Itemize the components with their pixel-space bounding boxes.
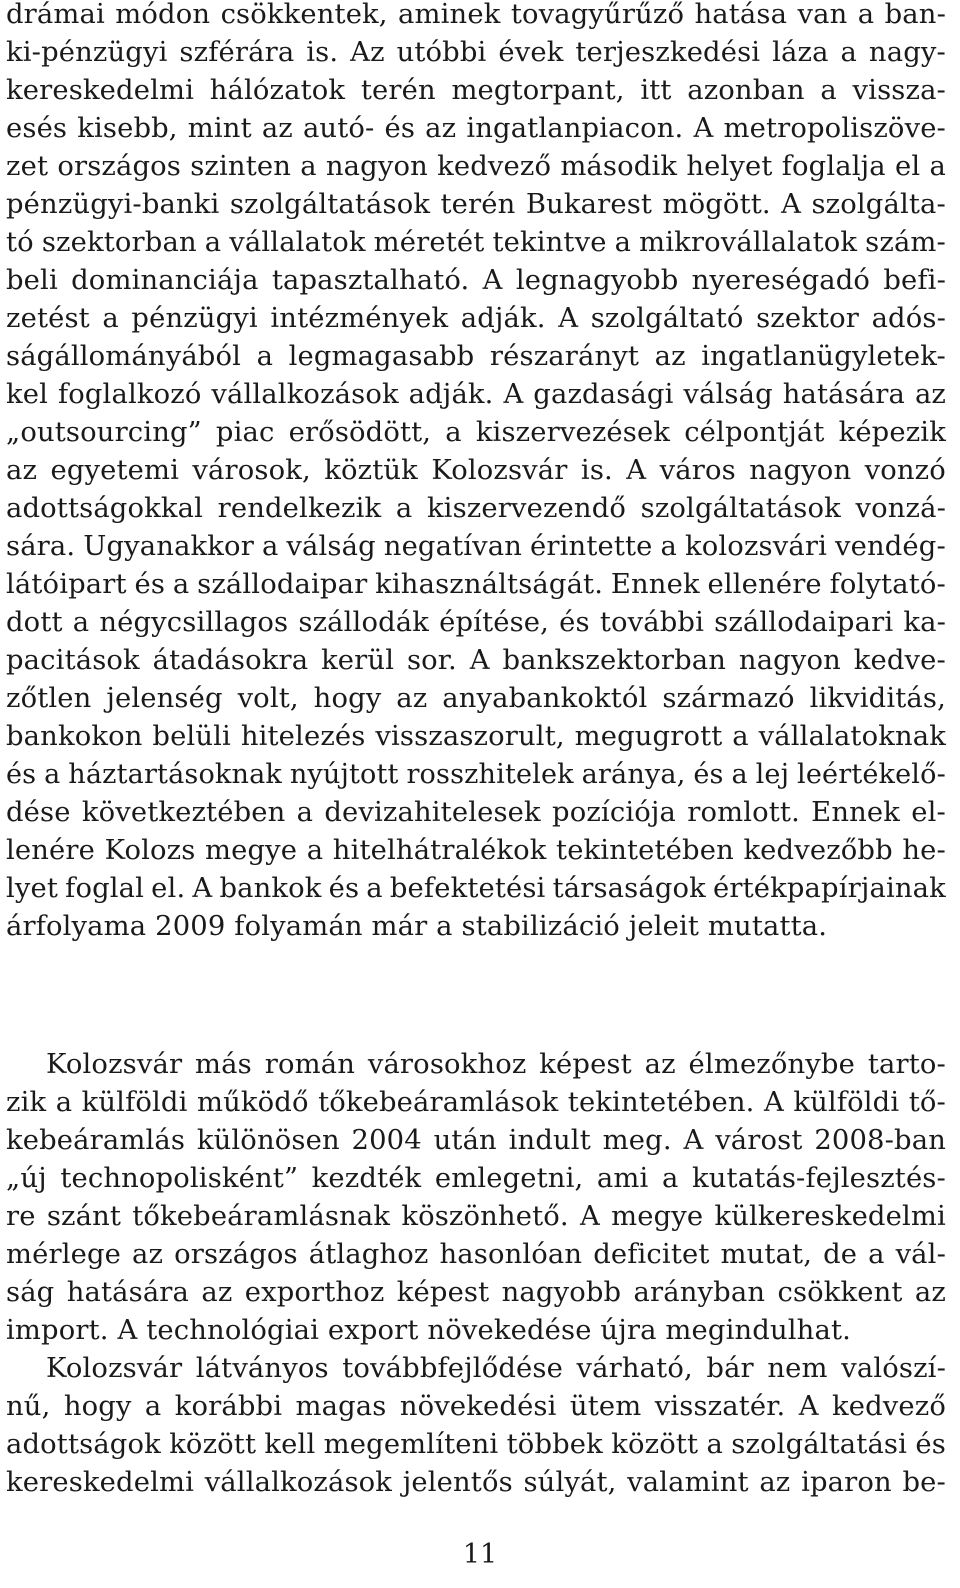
- paragraph-2-line-3: kebeáramlás különösen 2004 után indult meg. A várost 2008-ban: [6, 1125, 946, 1156]
- paragraph-1-line-5: zet országos szinten a nagyon kedvező második helyet foglalja el a: [6, 151, 946, 182]
- paragraph-1-line-8: beli dominanciája tapasztalható. A legnagyobb nyereségadó befi-: [6, 265, 946, 296]
- paragraph-1-line-4: esés kisebb, mint az autó- és az ingatlanpiacon. A metropoliszöve-: [6, 113, 946, 144]
- paragraph-1-line-1: drámai módon csökkentek, aminek tovagyűrűző hatása van a ban-: [6, 0, 946, 30]
- paragraph-2-line-7: ság hatására az exporthoz képest nagyobb arányban csökkent az: [6, 1277, 946, 1308]
- paragraph-2-line-1: Kolozsvár más román városokhoz képest az élmezőnybe tarto-: [46, 1049, 946, 1080]
- paragraph-1-line-7: tó szektorban a vállalatok méretét tekintve a mikrovállalatok szám-: [6, 227, 946, 258]
- paragraph-1-line-12: „outsourcing” piac erősödött, a kiszervezések célpontját képezik: [6, 417, 946, 448]
- paragraph-1-line-10: ságállományából a legmagasabb részarányt az ingatlanügyletek-: [6, 341, 946, 372]
- paragraph-3-line-1: Kolozsvár látványos továbbfejlődése várható, bár nem valószí-: [46, 1353, 946, 1384]
- page-number: 11: [462, 1539, 498, 1570]
- paragraph-3-line-2: nű, hogy a korábbi magas növekedési ütem visszatér. A kedvező: [6, 1391, 946, 1422]
- paragraph-1-line-16: látóipart és a szállodaipar kihasználtságát. Ennek ellenére folytató-: [6, 569, 946, 600]
- paragraph-1-line-6: pénzügyi-banki szolgáltatások terén Bukarest mögött. A szolgálta-: [6, 189, 946, 220]
- paragraph-2-line-2: zik a külföldi működő tőkebeáramlások tekintetében. A külföldi tő-: [6, 1087, 946, 1118]
- paragraph-2-line-5: re szánt tőkebeáramlásnak köszönhető. A megye külkereskedelmi: [6, 1201, 946, 1232]
- paragraph-1-line-13: az egyetemi városok, köztük Kolozsvár is. A város nagyon vonzó: [6, 455, 946, 486]
- paragraph-1-line-24: lyet foglal el. A bankok és a befektetési társaságok értékpapírjainak: [6, 873, 946, 904]
- paragraph-1-line-23: lenére Kolozs megye a hitelhátralékok tekintetében kedvezőbb he-: [6, 835, 946, 866]
- paragraph-1-line-9: zetést a pénzügyi intézmények adják. A szolgáltató szektor adós-: [6, 303, 946, 334]
- paragraph-2-line-6: mérlege az országos átlaghoz hasonlóan deficitet mutat, de a vál-: [6, 1239, 946, 1270]
- paragraph-1-line-17: dott a négycsillagos szállodák építése, és további szállodaipari ka-: [6, 607, 946, 638]
- paragraph-3-line-4: kereskedelmi vállalkozások jelentős súlyát, valamint az iparon be-: [6, 1467, 946, 1498]
- paragraph-1-line-14: adottságokkal rendelkezik a kiszervezendő szolgáltatások vonzá-: [6, 493, 946, 524]
- paragraph-2-line-8: import. A technológiai export növekedése újra megindulhat.: [6, 1315, 851, 1346]
- paragraph-1-line-2: ki-pénzügyi szférára is. Az utóbbi évek terjeszkedési láza a nagy-: [6, 37, 946, 68]
- paragraph-1-line-3: kereskedelmi hálózatok terén megtorpant, itt azonban a vissza-: [6, 75, 946, 106]
- paragraph-3-line-3: adottságok között kell megemlíteni többek között a szolgáltatási és: [6, 1429, 946, 1460]
- paragraph-1-line-18: pacitások átadásokra kerül sor. A bankszektorban nagyon kedve-: [6, 645, 946, 676]
- paragraph-2-line-4: „új technopolisként” kezdték emlegetni, ami a kutatás-fejlesztés-: [6, 1163, 946, 1194]
- paragraph-1-line-15: sára. Ugyanakkor a válság negatívan érintette a kolozsvári vendég-: [6, 531, 946, 562]
- paragraph-1-line-21: és a háztartásoknak nyújtott rosszhitelek aránya, és a lej leértékelő-: [6, 759, 946, 790]
- paragraph-1-line-25: árfolyama 2009 folyamán már a stabilizáció jeleit mutatta.: [6, 911, 828, 942]
- paragraph-1-line-19: zőtlen jelenség volt, hogy az anyabankoktól származó likviditás,: [6, 683, 946, 714]
- paragraph-1-line-11: kel foglalkozó vállalkozások adják. A gazdasági válság hatására az: [6, 379, 946, 410]
- paragraph-1-line-20: bankokon belüli hitelezés visszaszorult, megugrott a vállalatoknak: [6, 721, 946, 752]
- paragraph-1-line-22: dése következtében a devizahitelesek pozíciója romlott. Ennek el-: [6, 797, 946, 828]
